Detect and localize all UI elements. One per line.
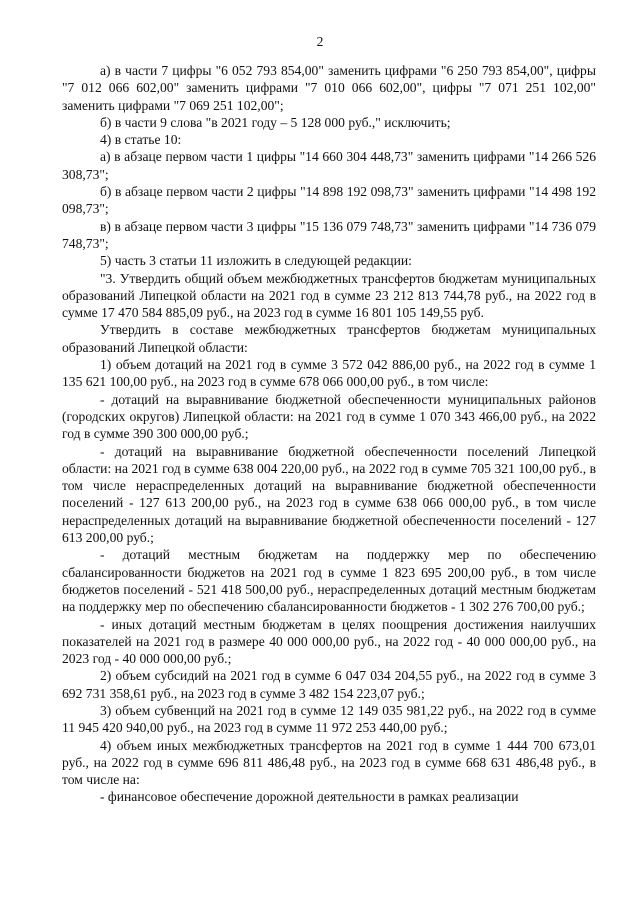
- paragraph-subsidies: 2) объем субсидий на 2021 год в сумме 6 047 034 204,55 руб., на 2022 год в сумме 3 692 731 358,61 руб., на 2023 год в сумме 3 482 154 223,07 руб.;: [62, 668, 596, 701]
- paragraph-other-transfers: 4) объем иных межбюджетных трансфертов на 2021 год в сумме 1 444 700 673,01 руб., на 2022 год в сумме 696 811 486,48 руб., на 2023 год в сумме 668 631 486,48 руб., в том числе на:: [62, 737, 596, 788]
- paragraph-subsidies-dotations: 1) объем дотаций на 2021 год в сумме 3 572 042 886,00 руб., на 2022 год в сумме 1 135 621 100,00 руб., на 2023 год в сумме 678 066 000,00 руб., в том числе:: [62, 357, 596, 390]
- paragraph-part7-replacements: а) в части 7 цифры "6 052 793 854,00" заменить цифрами "6 250 793 854,00", цифры "7 012 066 602,00" заменить цифрами "7 010 066 602,00", цифры "7 071 251 102,00" заменить цифрами "7 069 251 102,00";: [62, 63, 596, 113]
- paragraph-dotations-balance: - дотаций местным бюджетам на поддержку мер по обеспечению сбалансированности бюджетов на 2021 год в сумме 1 823 695 200,00 руб., в том числе бюджетов поселений - 521 418 500,00 руб., нераспределенных дотаций местным бюджетам на поддержку мер по обеспечению сбалансированности бюджетов - 1 302 276 700,00 руб.;: [62, 547, 596, 615]
- paragraph-article10-heading: 4) в статье 10:: [100, 132, 182, 148]
- document-body: [62, 62, 596, 806]
- paragraph-subventions: 3) объем субвенций на 2021 год в сумме 12 149 035 981,22 руб., на 2022 год в сумме 11 945 420 940,00 руб., на 2023 год в сумме 11 972 253 440,00 руб.;: [62, 702, 596, 736]
- page-number: 2: [316, 34, 324, 49]
- paragraph-dotations-districts: - дотаций на выравнивание бюджетной обеспеченности муниципальных районов (городских округов) Липецкой области: на 2021 год в сумме 1 070 343 466,00 руб., на 2022 год в сумме 390 300 000,00 руб.;: [62, 391, 596, 442]
- paragraph-approve-intro: Утвердить в составе межбюджетных трансфертов бюджетам муниципальных образований Липецкой области:: [62, 322, 596, 355]
- paragraph-article11-heading: 5) часть 3 статьи 11 изложить в следующей редакции:: [100, 253, 412, 269]
- paragraph-dotations-incentive: - иных дотаций местным бюджетам в целях поощрения достижения наилучших показателей на 2021 год в размере 40 000 000,00 руб., на 2022 год - 40 000 000,00 руб., на 2023 год - 40 000 000,00 руб.;: [62, 616, 596, 667]
- paragraph-article10-part3: в) в абзаце первом части 3 цифры "15 136 079 748,73" заменить цифрами "14 736 079 748,73";: [62, 218, 596, 251]
- paragraph-part9-exclusion: б) в части 9 слова "в 2021 году – 5 128 000 руб.," исключить;: [100, 114, 451, 130]
- paragraph-road-activity: - финансовое обеспечение дорожной деятельности в рамках реализации: [100, 789, 519, 805]
- paragraph-dotations-settlements: - дотаций на выравнивание бюджетной обеспеченности поселений Липецкой области: на 2021 год в сумме 638 004 220,00 руб., на 2022 год в сумме 705 321 100,00 руб., в том числе нераспределенных дотаций на выравнивание бюджетной обеспеченности поселений - 127 613 200,00 руб., на 2023 год в сумме 638 066 000,00 руб., в том числе нераспределенных дотаций на выравнивание бюджетной обеспеченности поселений - 127 613 200,00 руб.;: [62, 443, 596, 546]
- paragraph-article10-part1: а) в абзаце первом части 1 цифры "14 660 304 448,73" заменить цифрами "14 266 526 308,73";: [62, 149, 596, 182]
- paragraph-article10-part2: б) в абзаце первом части 2 цифры "14 898 192 098,73" заменить цифрами "14 498 192 098,73";: [62, 184, 596, 217]
- paragraph-total-transfers: "3. Утвердить общий объем межбюджетных трансфертов бюджетам муниципальных образований Липецкой области на 2021 год в сумме 23 212 813 744,78 руб., на 2022 год в сумме 17 470 584 885,09 руб., на 2023 год в сумме 16 801 105 149,55 руб.: [62, 270, 596, 321]
